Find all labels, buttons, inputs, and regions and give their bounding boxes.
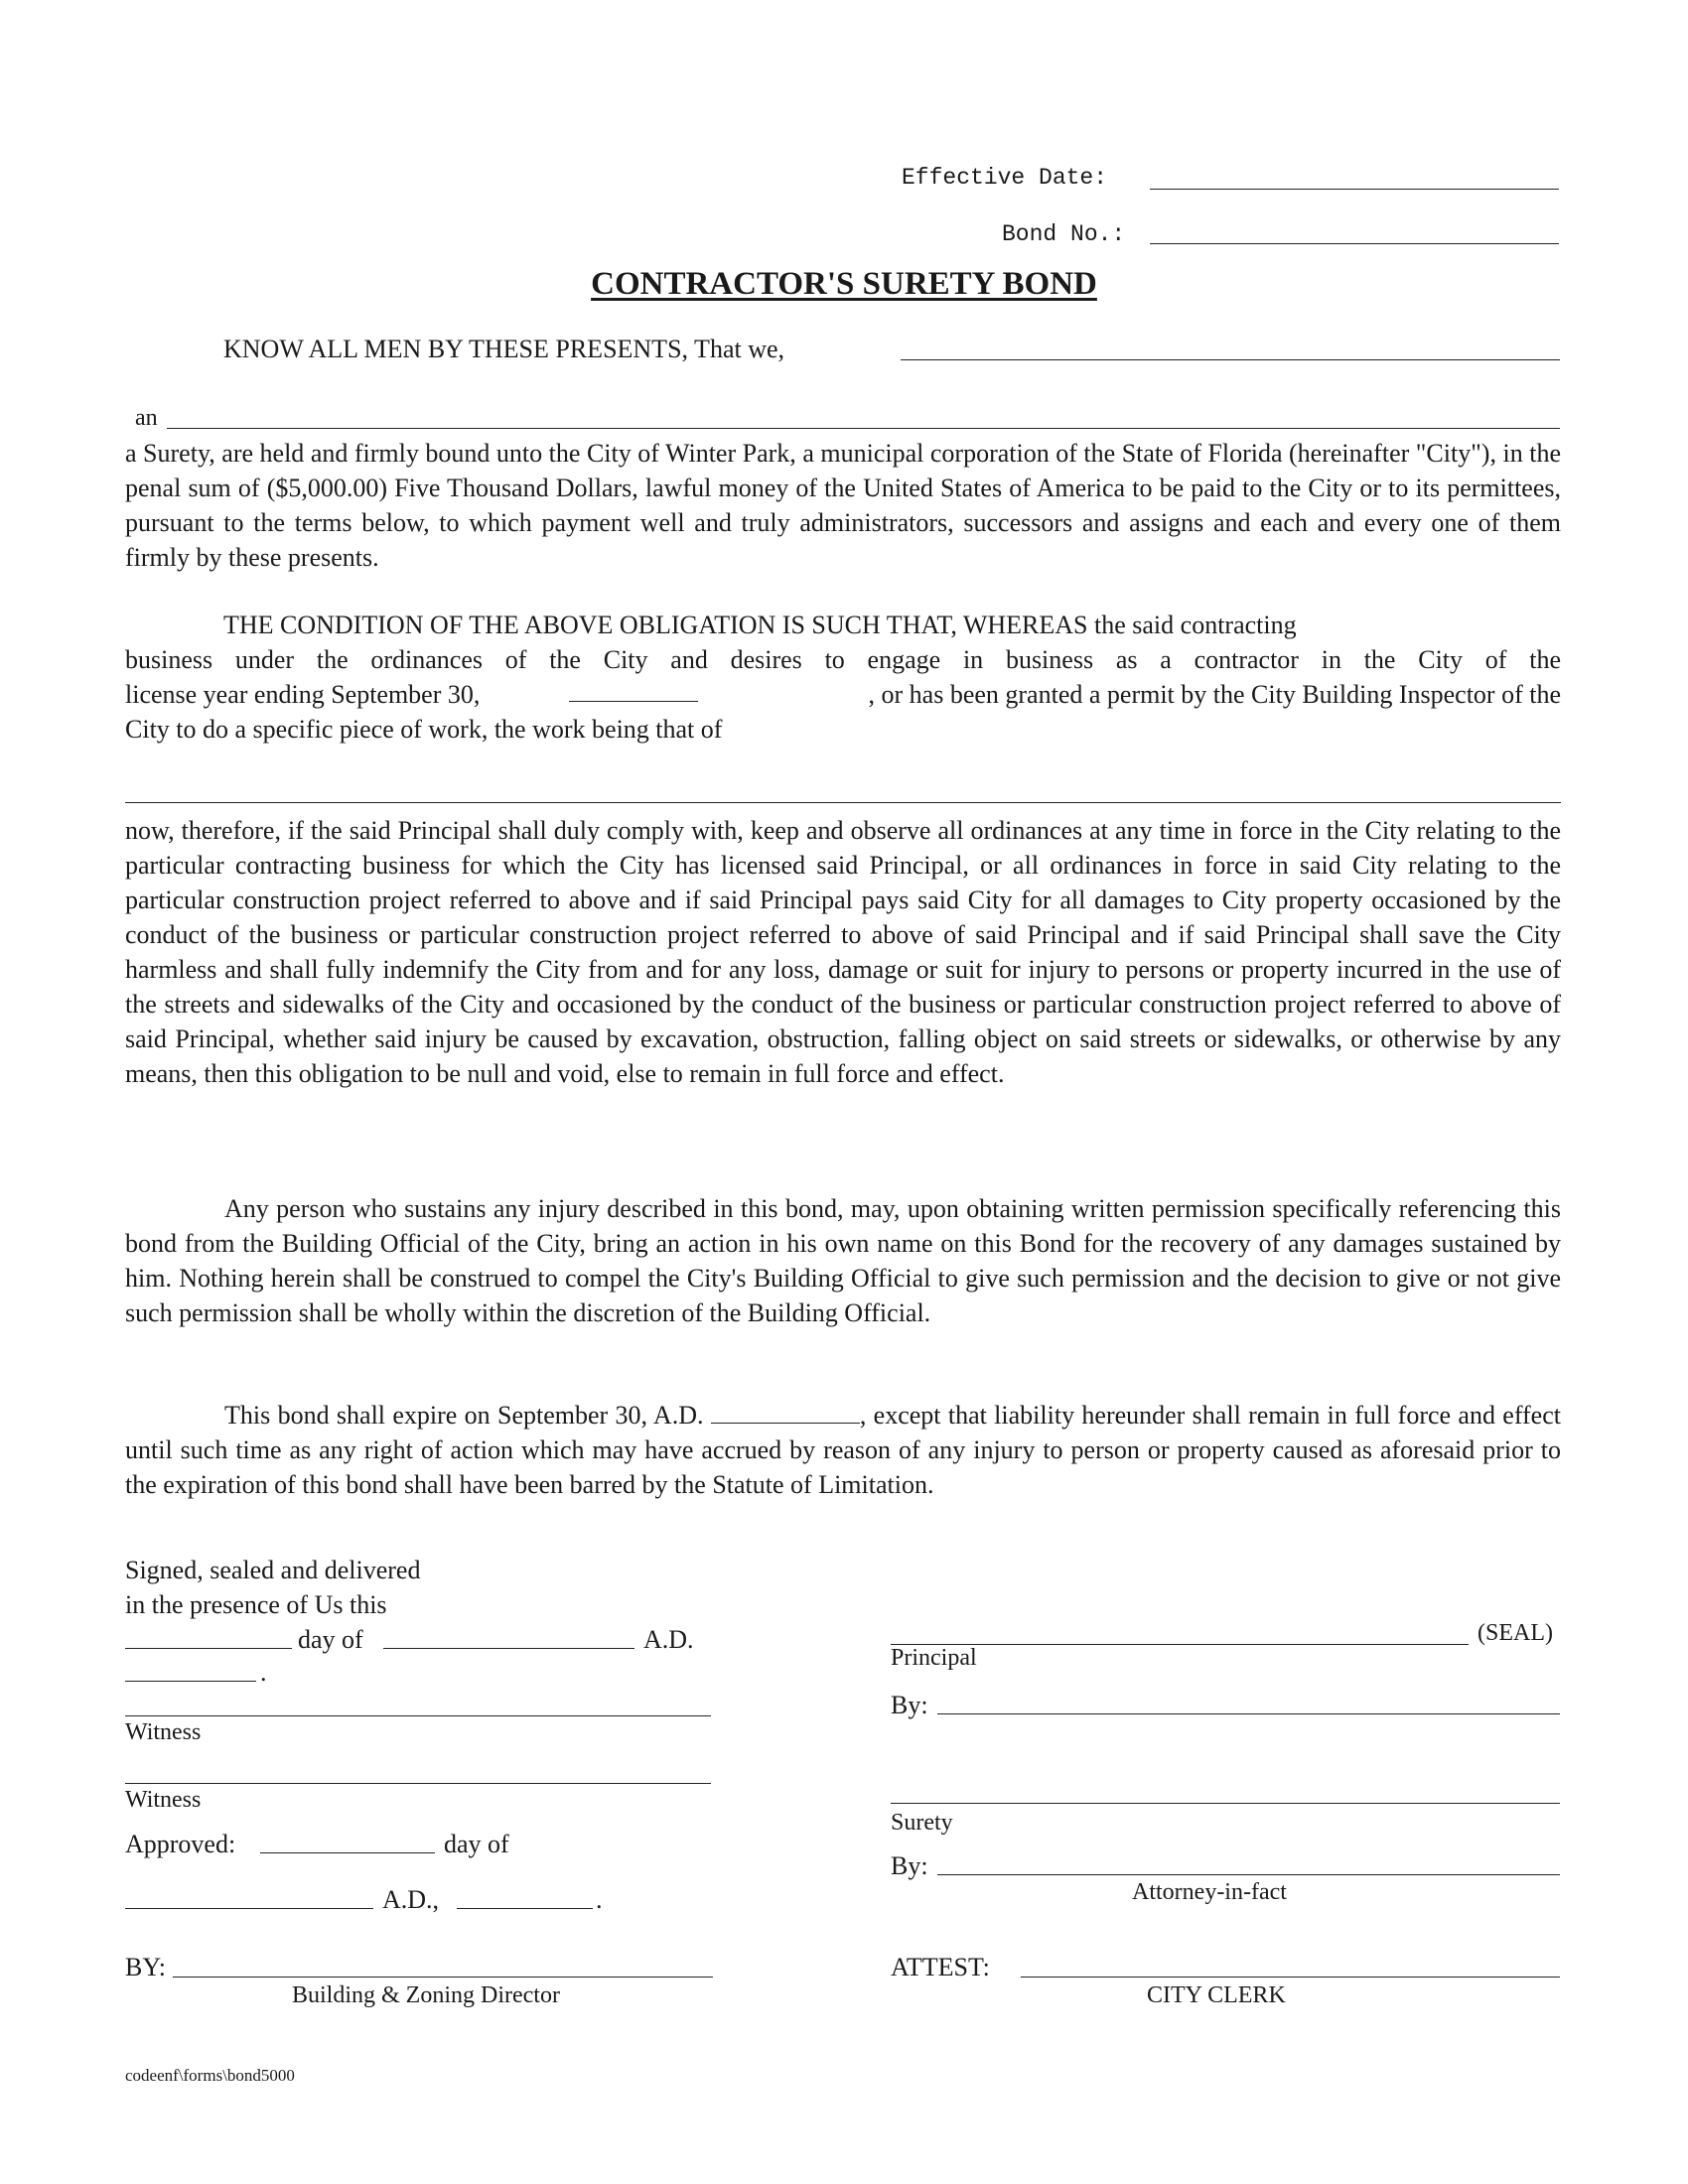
approved-day-field[interactable] bbox=[260, 1852, 435, 1853]
bound-paragraph: a Surety, are held and firmly bound unto the City of Winter Park, a municipal corporation of the State of Florida (hereinafter "City"), in the penal sum of ($5,000.00) Five Thousand Dollars, lawful money of the United States of America to be paid to the City or to its permittees, pursuant to the terms below, to which payment well and truly administrators, successors and assigns and each and every one of them firmly by these presents. bbox=[125, 439, 1561, 572]
surety-by-line[interactable] bbox=[937, 1874, 1560, 1875]
attorney-label: Attorney-in-fact bbox=[1132, 1879, 1287, 1905]
an-label: an bbox=[135, 405, 158, 431]
license-year-field[interactable] bbox=[569, 701, 698, 702]
signed-month-field[interactable] bbox=[383, 1648, 634, 1649]
surety-by-label: By: bbox=[891, 1851, 928, 1880]
seal-label: (SEAL) bbox=[1477, 1620, 1553, 1646]
approved-day-of-label: day of bbox=[444, 1830, 509, 1858]
expire-text-b: , except that liability hereunder shall remain in full force and effect until such time as any right of action which may have accrued by reason of any injury to person or property caused as aforesaid prior to the expiration of this bond shall have been barred by the Statute of Limitation. bbox=[125, 1401, 1561, 1499]
expire-year-field[interactable] bbox=[711, 1423, 860, 1424]
principal-by-line[interactable] bbox=[937, 1713, 1560, 1714]
signed-day-of-label: day of bbox=[298, 1625, 363, 1654]
attest-label: ATTEST: bbox=[891, 1953, 990, 1981]
footer-file-path: codeenf\forms\bond5000 bbox=[125, 2066, 295, 2085]
director-signature-line[interactable] bbox=[173, 1977, 713, 1978]
signed-day-field[interactable] bbox=[125, 1648, 292, 1649]
principal-label: Principal bbox=[891, 1645, 977, 1671]
effective-date-label: Effective Date: bbox=[902, 165, 1108, 191]
effective-date-field[interactable] bbox=[1150, 189, 1559, 190]
signed-line-2: in the presence of Us this bbox=[125, 1590, 387, 1619]
condition-line-3a: license year ending September 30, bbox=[125, 680, 481, 709]
witness-1-label: Witness bbox=[125, 1719, 202, 1745]
approved-period: . bbox=[596, 1885, 603, 1914]
building-director-label: Building & Zoning Director bbox=[292, 1982, 560, 2008]
expire-paragraph bbox=[125, 1398, 1561, 1502]
condition-line-3b: , or has been granted a permit by the City Building Inspector of the bbox=[868, 680, 1561, 709]
approved-year-field[interactable] bbox=[457, 1908, 593, 1909]
any-person-paragraph: Any person who sustains any injury described in this bond, may, upon obtaining written permission specifically referencing this bond from the Building Official of the City, bring an action in his own name on this Bond for the recovery of any damages sustained by him. Nothing herein shall be construed to compel the City's Building Official to give such permission and the decision to give or not give such permission shall be wholly within the discretion of the Building Official. bbox=[125, 1194, 1561, 1327]
witness-2-label: Witness bbox=[125, 1787, 202, 1813]
work-description-field[interactable] bbox=[125, 802, 1561, 803]
city-clerk-signature-line[interactable] bbox=[1021, 1977, 1560, 1978]
signed-ad-label: A.D. bbox=[643, 1625, 694, 1654]
know-all-text: KNOW ALL MEN BY THESE PRESENTS, That we, bbox=[223, 335, 785, 363]
signed-year-field[interactable] bbox=[125, 1681, 256, 1682]
signed-period: . bbox=[260, 1658, 267, 1687]
expire-text-a: This bond shall expire on September 30, A.D. bbox=[224, 1401, 704, 1430]
principal-by-label: By: bbox=[891, 1691, 928, 1719]
approved-ad-label: A.D., bbox=[382, 1885, 440, 1914]
principal-signature-line[interactable] bbox=[891, 1644, 1469, 1645]
condition-line-2: business under the ordinances of the City and desires to engage in business as a contractor in the City of the bbox=[125, 645, 1561, 674]
condition-line-4: City to do a specific piece of work, the work being that of bbox=[125, 715, 723, 744]
principal-name-field[interactable] bbox=[901, 359, 1560, 360]
bond-no-field[interactable] bbox=[1150, 243, 1559, 244]
approved-label: Approved: bbox=[125, 1830, 236, 1858]
page-title: CONTRACTOR'S SURETY BOND bbox=[591, 266, 1097, 302]
surety-signature-line[interactable] bbox=[891, 1803, 1560, 1804]
city-clerk-label: CITY CLERK bbox=[1147, 1982, 1286, 2008]
approved-month-field[interactable] bbox=[125, 1908, 373, 1909]
condition-line-1: THE CONDITION OF THE ABOVE OBLIGATION IS SUCH THAT, WHEREAS the said contracting bbox=[223, 611, 1297, 639]
principal-description-field[interactable] bbox=[167, 428, 1560, 429]
signed-line-1: Signed, sealed and delivered bbox=[125, 1556, 421, 1584]
witness-1-line[interactable] bbox=[125, 1715, 711, 1716]
now-therefore-paragraph: now, therefore, if the said Principal shall duly comply with, keep and observe all ordinances at any time in force in the City relating to the particular contracting business for which the City has licensed said Principal, or all ordinances in force in said City relating to the particular construction project referred to above and if said Principal pays said City for all damages to City property occasioned by the conduct of the business or particular construction project referred to above of said Principal and if said Principal shall save the City harmless and shall fully indemnify the City from and for any loss, damage or suit for injury to persons or property incurred in the use of the streets and sidewalks of the City and occasioned by the conduct of the business or particular construction project referred to above of said Principal, whether said injury be caused by excavation, obstruction, falling object on said streets or sidewalks, or otherwise by any means, then this obligation to be null and void, else to remain in full force and effect. bbox=[125, 816, 1561, 1088]
surety-label: Surety bbox=[891, 1810, 953, 1836]
witness-2-line[interactable] bbox=[125, 1783, 711, 1784]
bond-no-label: Bond No.: bbox=[1002, 221, 1126, 247]
by-label: BY: bbox=[125, 1953, 166, 1981]
